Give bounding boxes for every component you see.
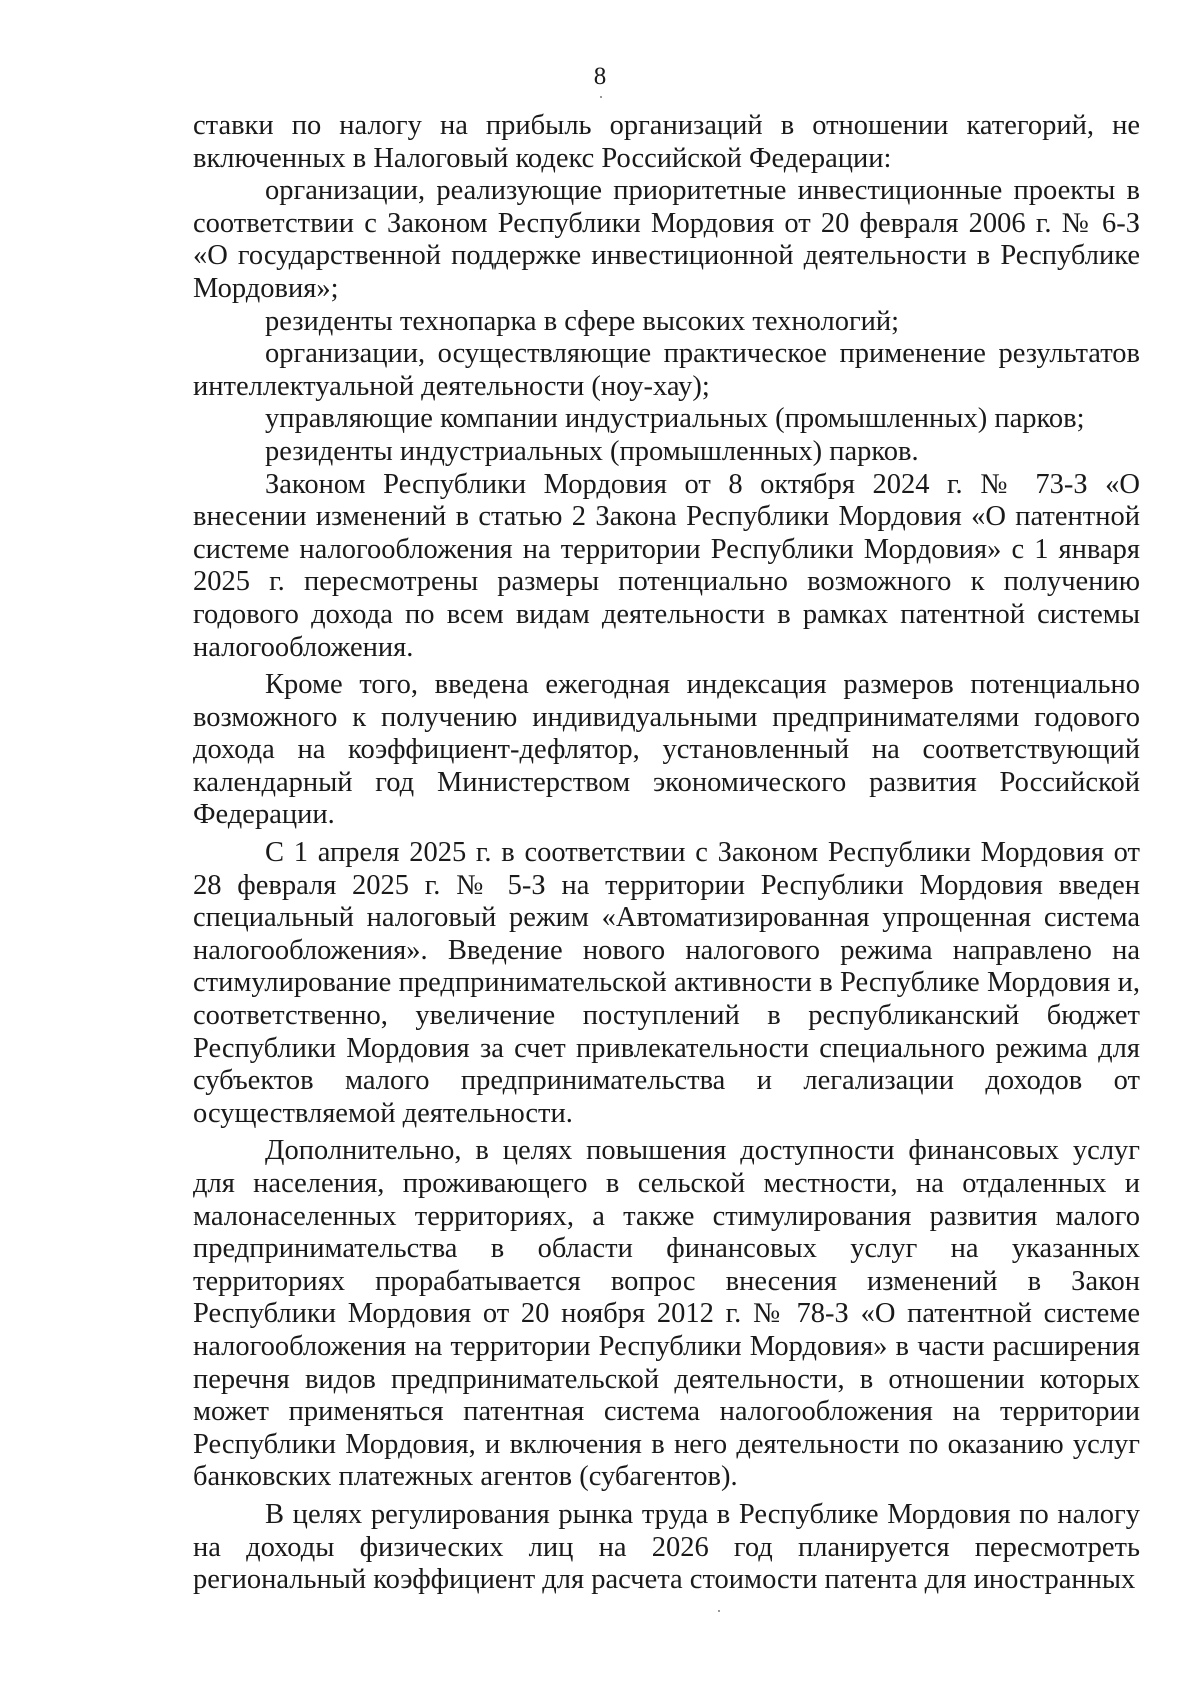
paragraph-list-item-park-managers: управляющие компании индустриальных (промышленных) парков;	[265, 403, 1085, 435]
page-number: 8	[593, 63, 607, 90]
document-body	[193, 110, 1140, 1597]
paragraph-ausn: С 1 апреля 2025 г. в соответствии с Законом Республики Мордовия от 28 февраля 2025 г. № 5-З на территории Республики Мордовия введен специальный налоговый режим «Автоматизированная упрощенная система налогообложения». Введение нового налогового режима направлено на стимулирование предпринимательской активности в Республике Мордовия и, соответственно, увеличение поступлений в республиканский бюджет Республики Мордовия за счет привлекательности специального режима для субъектов малого предпринимательства и легализации доходов от осуществляемой деятельности.	[193, 837, 1140, 1129]
paragraph-list-item-park-residents: резиденты индустриальных (промышленных) парков.	[265, 435, 919, 467]
paragraph-intro: ставки по налогу на прибыль организаций в отношении категорий, не включенных в Налоговый кодекс Российской Федерации:	[193, 110, 1140, 174]
paragraph-patent-law: Законом Республики Мордовия от 8 октября 2024 г. № 73-З «О внесении изменений в статью 2 Закона Республики Мордовия «О патентной системе налогообложения на территории Республики Мордовия» с 1 января 2025 г. пересмотрены размеры потенциально возможного к получению годового дохода по всем видам деятельности в рамках патентной системы налогообложения.	[193, 468, 1140, 663]
paragraph-list-item-know-how: организации, осуществляющие практическое применение результатов интеллектуальной деятельности (ноу-хау);	[193, 338, 1140, 402]
scan-speck	[600, 96, 602, 98]
scan-speck	[718, 1610, 720, 1612]
paragraph-financial-services: Дополнительно, в целях повышения доступности финансовых услуг для населения, проживающего в сельской местности, на отдаленных и малонаселенных территориях, а также стимулирования развития малого предпринимательства в области финансовых услуг на указанных территориях прорабатывается вопрос внесения изменений в Закон Республики Мордовия от 20 ноября 2012 г. № 78-З «О патентной системе налогообложения на территории Республики Мордовия» в части расширения перечня видов предпринимательской деятельности, в отношении которых может применяться патентная система налогообложения на территории Республики Мордовия, и включения в него деятельности по оказанию услуг банковских платежных агентов (субагентов).	[193, 1135, 1140, 1493]
paragraph-list-item-priority-projects: организации, реализующие приоритетные инвестиционные проекты в соответствии с Законом Республики Мордовия от 20 февраля 2006 г. № 6-З «О государственной поддержке инвестиционной деятельности в Республике Мордовия»;	[193, 175, 1140, 304]
paragraph-list-item-technopark: резиденты технопарка в сфере высоких технологий;	[265, 305, 900, 337]
paragraph-indexation: Кроме того, введена ежегодная индексация размеров потенциально возможного к получению индивидуальными предпринимателями годового дохода на коэффициент-дефлятор, установленный на соответствующий календарный год Министерством экономического развития Российской Федерации.	[193, 669, 1140, 831]
paragraph-labor-market: В целях регулирования рынка труда в Республике Мордовия по налогу на доходы физических лиц на 2026 год планируется пересмотреть региональный коэффициент для расчета стоимости патента для иностранных	[193, 1498, 1140, 1596]
